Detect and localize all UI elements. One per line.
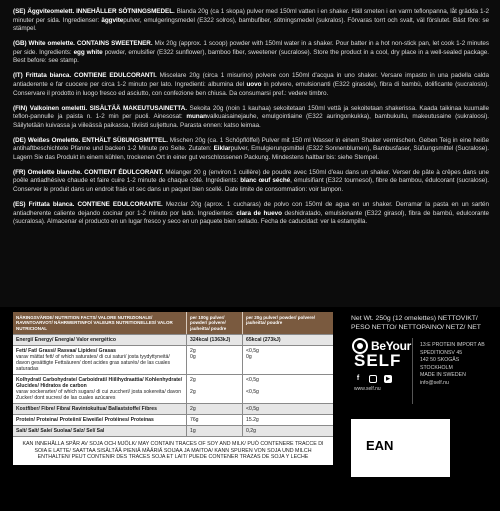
nutrition-row [13, 334, 333, 345]
address-line: SPEDITIONSV 45 [420, 349, 463, 356]
nutrient-value: 2g [190, 348, 196, 355]
value-per-20g [242, 335, 333, 345]
paragraph-text: Mezclar 20g (aprox. 1 cucharas) de polvo con 150ml de agua en un shaker. Derramar la pasta en un sartén antiadherente caliente dejando cocinar por 1-2 minuto por lado. Ingredientes: [13, 201, 489, 217]
address-line: 142 50 SKOGÅS [420, 357, 460, 364]
allergen-traces: KAN INNEHÅLLA SPÅR AV SOJA OCH MJÖLK/ MAY CONTAIN TRACES OF SOY AND MILK/ PUÒ CONTENERE TRACCE DI SOIA E LATTE/ SAATTAA SISÄLTÄÄ PIENIÄ MÄÄRIÄ SOIJAA JA MAITOA/ KANN SPUREN VON SOJA UND MILCH ENTHALTEN/ PEUT CONTENIR DES TRACES SOJA ET LAIT/ PUEDE CONTENER TRAZAS DE SOJA Y LECHE [13, 436, 333, 465]
address-line: MADE IN SWEDEN [420, 372, 466, 379]
nutrition-header-per100: per 100g pulver/ powder/ polvere/ jauheitta/ poudre [186, 312, 242, 334]
paragraph-text: pulver, Emulgierungsmittel (E322 Sonnenblumen), Bambusfaser, Süßungsmittel (Sucralose). Lagern Sie das Produkt in einem kühlen, trockenen Ort in einer gut verschlossenen Packung. Mindestens haltbar bis: siehe Stempel. [13, 145, 489, 161]
nutrient-name-cell [13, 426, 186, 436]
paragraph-warning: CONTAINS SWEETENER. [76, 40, 153, 48]
instruction-paragraph [13, 8, 489, 34]
facebook-icon[interactable]: f [356, 375, 360, 382]
nutrient-value: <0,5g [246, 389, 259, 396]
nutrient-name: Protein/ Proteina/ Proteiini/ Eiweiße/ Protéines/ Proteínas [16, 417, 154, 424]
instruction-paragraph [13, 137, 489, 163]
value-per-20g [242, 415, 333, 425]
value-per-100g [186, 335, 242, 345]
paragraph-heading: (FIN) [13, 104, 28, 112]
paragraph-warning: SISÄLTÄÄ MAKEUTUSAINETTA. [89, 104, 187, 112]
nutrition-row [13, 403, 333, 414]
nutrient-value: 15.2g [246, 417, 259, 424]
paragraph-text: Sekoita 20g (noin 1 kauhaa) sekoitetaan 150ml vettä ja sekoitetaan shakerissa. Kaada taikinaa kuumalle teflon-pannulle ja paista n. 1-2 min per puoli. Ainesosat: [13, 104, 489, 121]
paragraph-text: , émulsifiant (E322 tournesol), fibre de bambou, édulcorant (sucralose). Conserver le produit dans un endroit frais et sec dans un paquet bien scellé. Date limite de consommation: voir tampon. [13, 177, 489, 194]
allergen-highlight: Eiklar [213, 145, 231, 153]
nutrient-value: 0g [190, 354, 196, 361]
allergen-highlight: äggvite [101, 16, 124, 24]
paragraph-text: Miscelare 20g (circa 1 misurino) polvere con 150ml d'acqua in uno shaker. Versare impasto in una padella calda antiaderente e far cuocere per circa 1-2 minuto per lato. Ingredienti: albumina del [13, 72, 489, 88]
nutrient-value: 0g [246, 354, 252, 361]
paragraph-warning: ENTHÄLT SÜßUNGSMITTEL. [82, 136, 168, 144]
paragraph-text: powder, emulsifier (E322 sunflower), bamboo fiber, sweetener (sucralose). Store the product in a cool, dry place in a well-sealed package. Best before: see stamp. [13, 48, 489, 65]
value-per-20g [242, 346, 333, 374]
nutrition-table [13, 312, 333, 465]
paragraph-heading: (GB) [13, 40, 27, 48]
nutrition-rows [13, 334, 333, 436]
paragraph-text: Blanda 20g (ca 1 skopa) pulver med 150ml vatten i en shaker. Häll smeten i en varm teflonpanna, låt gräddа 1-2 minuter per sida. Ingredienser: [13, 8, 490, 24]
website[interactable]: www.self.nu [354, 386, 381, 392]
value-per-20g [242, 375, 333, 403]
nutrient-value: 2g [190, 406, 196, 413]
paragraph-product-name: Frittata blanca. [28, 201, 75, 209]
paragraph-heading: (IT) [13, 72, 23, 80]
paragraph-warning: CONTIENT ÉDULCORANT. [84, 168, 164, 176]
instruction-paragraph [13, 40, 489, 66]
nutrient-value: 1g [190, 428, 196, 435]
net-weight: Net Wt. 250g (12 omelettes) NETTOVIKT/ PESO NETTO/ NETTOPAINO/ NETZ/ NET [351, 315, 481, 331]
nutrition-header [13, 312, 333, 334]
value-per-100g [186, 346, 242, 374]
address-line: STOCKHOLM [420, 364, 453, 371]
allergen-highlight: egg white [73, 48, 103, 56]
youtube-icon[interactable]: ▶ [384, 375, 392, 383]
nutrient-value: <0,5g [246, 377, 259, 384]
instagram-icon[interactable] [369, 375, 377, 383]
nutrient-value: <0,5g [246, 406, 259, 413]
nutrition-row [13, 425, 333, 436]
nutrient-value: <0,5g [246, 348, 259, 355]
nutrition-header-label: NÄRINGSVÄRDE/ NUTRITION FACTS/ VALORE NUTRIZIONALE/ RAVINTOARVOT/ NÄHRWERTINFO/ VALEURS NUTRITIONELLES/ VALOR NUTRICIONAL [16, 315, 173, 331]
paragraph-product-name: White omelette. [28, 40, 75, 48]
paragraph-heading: (SE) [13, 8, 26, 15]
nutrient-name-cell [13, 346, 186, 374]
nutrient-value: 65kcal (273kJ) [246, 337, 281, 344]
paragraph-heading: (ES) [13, 201, 26, 209]
nutrient-name-cell [13, 415, 186, 425]
paragraph-text: valkuaisainejauhe, emulgointiaine (E322 auringonkukka), bambukuitu, makeutusaine (sukraloosi). Säilytetään kuivassa ja viileässä paikassa, tiiviisti suljettuna. Parasta ennen: katso leimaa. [13, 113, 489, 129]
address-line[interactable]: info@self.nu [420, 379, 449, 386]
nutrition-row [13, 414, 333, 425]
nutrient-value: 76g [190, 417, 199, 424]
nutrition-row [13, 345, 333, 374]
company-address [420, 342, 485, 388]
allergen-highlight: uovo [246, 80, 262, 88]
ean-box: EAN [351, 419, 450, 477]
allergen-highlight: blanc œuf séché [240, 177, 291, 185]
nutrient-value: 324kcal (1363kJ) [190, 337, 231, 344]
nutrient-value: 2g [190, 377, 196, 384]
logo-mark-icon [352, 338, 368, 354]
value-per-100g [186, 426, 242, 436]
nutrient-name: Kolhydrat/ Carbohydrate/ Carboidrati/ Hiilihydraattia/ Kohlenhydrate/ Glucides/ Hidratos de carbon [16, 377, 183, 390]
value-per-100g [186, 375, 242, 403]
paragraph-product-name: Valkoinen omeletti. [29, 104, 88, 112]
paragraph-warning: INNEHÅLLER SÖTNINGSMEDEL. [76, 8, 175, 15]
nutrient-value: 0,2g [246, 428, 256, 435]
nutrient-name-cell [13, 335, 186, 345]
allergen-highlight: clara de huevo [236, 209, 282, 217]
nutrient-name: Salt/ Salt/ Sale/ Suolaa/ Salz/ Sel/ Sal [16, 428, 105, 435]
paragraph-heading: (FR) [13, 168, 26, 176]
instruction-paragraph [13, 201, 489, 227]
instruction-paragraph [13, 72, 489, 98]
value-per-20g [242, 404, 333, 414]
nutrient-name-cell [13, 404, 186, 414]
value-per-100g [186, 415, 242, 425]
address-line: 13:E PROTEIN IMPORT AB [420, 342, 485, 348]
logo-text-beyour: BeYour [371, 339, 411, 353]
paragraph-text: pulver, emulgeringsmedel (E322 solros), bambufiber, sötningsmedel (sukralos). Förvaras torrt och svalt, väl förslutet. Bäst före: se stämpel. [13, 16, 489, 33]
value-per-100g [186, 404, 242, 414]
instruction-paragraph [13, 105, 489, 131]
nutrient-name-cell [13, 375, 186, 403]
paragraph-text: Mélanger 20 g (environ 1 cuillère) de poudre avec 150ml d'eau dans un shaker. Verser de pâte à crêpes dans une poêle antiadhésive chaude et faire cuire 1-2 minute de chaque côté. Ingrédients: [13, 168, 489, 185]
nutrient-subitem: varav sockerarter/ of which sugars/ di cui zuccheri/ josta sokereita/ davon Zucker/ dont sucres/ de las cuales azúcares [16, 389, 182, 402]
instruction-paragraph [13, 169, 489, 195]
nutrient-subitem: varav mättat fett/ of which saturates/ di cui saturi/ josta tyydyttyneitä/ davon gesättigte Fettsäuren/ dont acides gras saturés/ de las cuales saturadas [16, 354, 171, 373]
paragraph-text: Mix 20g (approx. 1 scoop) powder with 150ml water in a shaker. Pour batter in a hot non-stick pan, let cook 1-2 minutes per side. Ingredients: [13, 40, 490, 56]
nutrient-name: Kostfiber/ Fibre/ Fibra/ Ravintokuitua/ Ballaststoffe/ Fibres [16, 406, 157, 413]
nutrient-name: Fett/ Fat/ Grassi/ Rasvaa/ Lipides/ Grasas [16, 348, 116, 355]
paragraph-heading: (DE) [13, 136, 26, 144]
paragraph-product-name: Äggviteomelett. [27, 8, 75, 15]
paragraph-product-name: Frittata bianca. [25, 72, 72, 80]
nutrition-header-per20: per 20g pulver/ powder/ polvere/ jauheitta/ poudre [242, 312, 333, 334]
brand-block [352, 338, 492, 408]
allergen-highlight: munan [186, 113, 207, 121]
paragraph-warning: CONTIENE EDULCORANTI. [74, 72, 157, 80]
nutrition-row [13, 374, 333, 403]
value-per-20g [242, 426, 333, 436]
nutrient-name: Energi/ Energy/ Energia/ Valor energético [16, 337, 116, 344]
nutrient-value: 2g [190, 389, 196, 396]
paragraph-text: Mischen 20g (ca. 1 Schöpflöffel) Pulver mit 150 ml Wasser in einem Shaker vermischen. Geben Teig in eine heiße antihaftbeschichtete Pfanne und backen 1-2 Minute pro Seite. Zutaten: [13, 136, 489, 153]
logo-text-self: SELF [354, 351, 402, 370]
paragraph-text: in polvere, emulsionanti (E322 girasole), fibra di bambù, dolificante (sucralosio). Conservare il prodotto in luogo fresco ed asciutto, con confezione ben chiusa. Da consumarsi pref.: vedere timbro. [13, 80, 489, 97]
brand-divider [412, 338, 413, 404]
paragraph-product-name: Omelette blanche. [27, 168, 82, 176]
instructions-section [13, 8, 489, 233]
paragraph-warning: CONTIENE EDULCORANTE. [77, 201, 163, 209]
paragraph-text: deshidratado, emulsionante (E322 girasol), fibra de bambú, edulcorante (sucralosa). Almacenar el producto en un lugar fresco y seco en un paquete bien sellado. Fecha de caducidad: ver la estampilla. [13, 209, 490, 226]
paragraph-product-name: Weißes Omelette. [27, 136, 81, 144]
